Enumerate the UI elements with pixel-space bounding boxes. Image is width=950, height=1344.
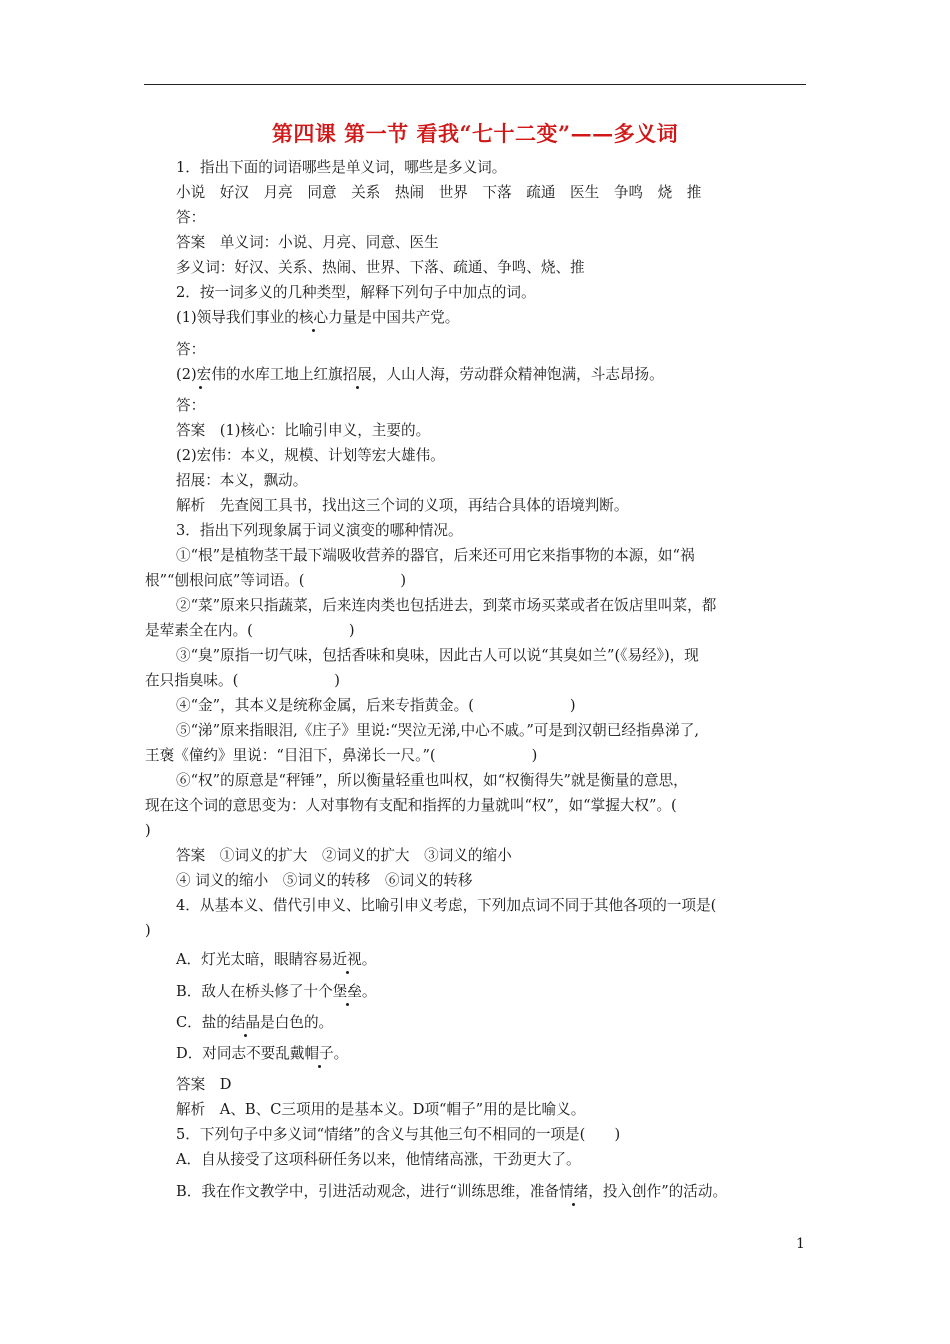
q4-stem: 4．从基本义、借代引申义、比喻引申义考虑，下列加点词不同于其他各项的一项是( [176, 897, 717, 914]
dotted-word: 近视 [332, 951, 362, 968]
q3-item-2b: 是荤素全在内。( ) [145, 622, 355, 639]
q3-item-5b: 王褒《僮约》里说：“目泪下，鼻涕长一尺。”( ) [145, 747, 538, 764]
q3-item-1a: ①“根”是植物茎干最下端吸收营养的器官，后来还可用它来指事物的本源，如“祸 [176, 547, 695, 564]
q4-option-b: B．敌人在桥头修了十个堡垒。 [176, 983, 377, 1000]
page-title: 第四课 第一节 看我“七十二变”——多义词 [271, 121, 679, 146]
dotted-word: (2)宏伟 [176, 366, 226, 383]
dotted-word: 堡垒 [332, 983, 362, 1000]
q3-answer-1: 答案 ①词义的扩大 ②词义的扩大 ③词义的缩小 [176, 847, 512, 864]
q1-answer-multi: 多义词：好汉、关系、热闹、世界、下落、疏通、争鸣、烧、推 [176, 259, 585, 276]
header-rule [144, 84, 806, 85]
q2-stem: 2．按一词多义的几种类型，解释下列句子中加点的词。 [176, 284, 536, 301]
q1-answer-single: 答案 单义词：小说、月亮、同意、医生 [176, 234, 439, 251]
q3-item-6-close: ) [145, 822, 151, 839]
q4-option-d: D．对同志不要乱戴帽子。 [176, 1045, 349, 1062]
dotted-word: 帽子 [304, 1045, 334, 1062]
q2-s1-post: 力量是中国共产党。 [328, 309, 460, 326]
q3-stem: 3．指出下列现象属于词义演变的哪种情况。 [176, 522, 463, 539]
q3-item-1b: 根”“刨根问底”等词语。( ) [145, 572, 407, 589]
q4-option-c: C．盐的结晶是白色的。 [176, 1014, 334, 1031]
q3-item-2a: ②“菜”原来只指蔬菜，后来连肉类也包括进去，到菜市场买菜或者在饭店里叫菜，都 [176, 597, 717, 614]
q2-s2-mid: 的水库工地上红旗 [225, 366, 343, 383]
q2-answer-1: 答案 (1)核心：比喻引申义，主要的。 [176, 422, 431, 439]
q3-item-3b: 在只指臭味。( ) [145, 672, 340, 689]
q2-prompt-1: 答： [176, 341, 206, 358]
q5-option-b: B．我在作文教学中，引进活动观念，进行“训练思维，准备情绪，投入创作”的活动。 [176, 1183, 728, 1200]
q5-stem: 5．下列句子中多义词“情绪”的含义与其他三句不相同的一项是( ) [176, 1126, 621, 1143]
dotted-word: 招展 [342, 366, 372, 383]
dotted-word: 情绪 [559, 1183, 589, 1200]
q4-option-a: A．灯光太暗，眼睛容易近视。 [176, 951, 377, 968]
q3-item-5a: ⑤“涕”原来指眼泪,《庄子》里说:“哭泣无涕,中心不戚。”可是到汉朝已经指鼻涕了, [176, 722, 699, 739]
q2-s1-pre: (1)领导我们事业的 [176, 309, 299, 326]
q2-answer-3: 招展：本义，飘动。 [176, 472, 308, 489]
q4-analysis: 解析 A、B、C三项用的是基本义。D项“帽子”用的是比喻义。 [176, 1101, 586, 1118]
q2-answer-2: (2)宏伟：本义，规模、计划等宏大雄伟。 [176, 447, 445, 464]
dotted-word: 核心 [298, 309, 329, 326]
q2-sentence-2 [176, 365, 816, 385]
q3-item-6a: ⑥“权”的原意是“秤锤”，所以衡量轻重也叫权，如“权衡得失”就是衡量的意思， [176, 772, 688, 789]
q3-item-4: ④“金”，其本义是统称金属，后来专指黄金。( ) [176, 697, 576, 714]
page-number: 1 [796, 1236, 805, 1252]
q1-answer-prompt: 答： [176, 209, 206, 226]
q2-s2-post: ，人山人海，劳动群众精神饱满，斗志昂扬。 [371, 366, 664, 383]
q2-prompt-2: 答： [176, 397, 206, 414]
q1-words: 小说 好汉 月亮 同意 关系 热闹 世界 下落 疏通 医生 争鸣 烧 推 [176, 184, 702, 201]
dotted-word: 结晶 [230, 1014, 261, 1031]
q2-analysis: 解析 先查阅工具书，找出这三个词的义项，再结合具体的语境判断。 [176, 497, 629, 514]
q4-answer: 答案 D [176, 1076, 232, 1093]
q3-item-6b: 现在这个词的意思变为：人对事物有支配和指挥的力量就叫“权”，如“掌握大权”。( [145, 797, 677, 814]
q3-answer-2: ④ 词义的缩小 ⑤词义的转移 ⑥词义的转移 [176, 872, 473, 889]
q4-close: ) [145, 922, 151, 939]
q3-item-3a: ③“臭”原指一切气味，包括香味和臭味，因此古人可以说“其臭如兰”(《易经》)，现 [176, 647, 699, 664]
q1-stem: 1．指出下面的词语哪些是单义词，哪些是多义词。 [176, 159, 507, 176]
q2-sentence-1 [176, 308, 816, 328]
q5-option-a: A．自从接受了这项科研任务以来，他情绪高涨，干劲更大了。 [176, 1151, 581, 1168]
